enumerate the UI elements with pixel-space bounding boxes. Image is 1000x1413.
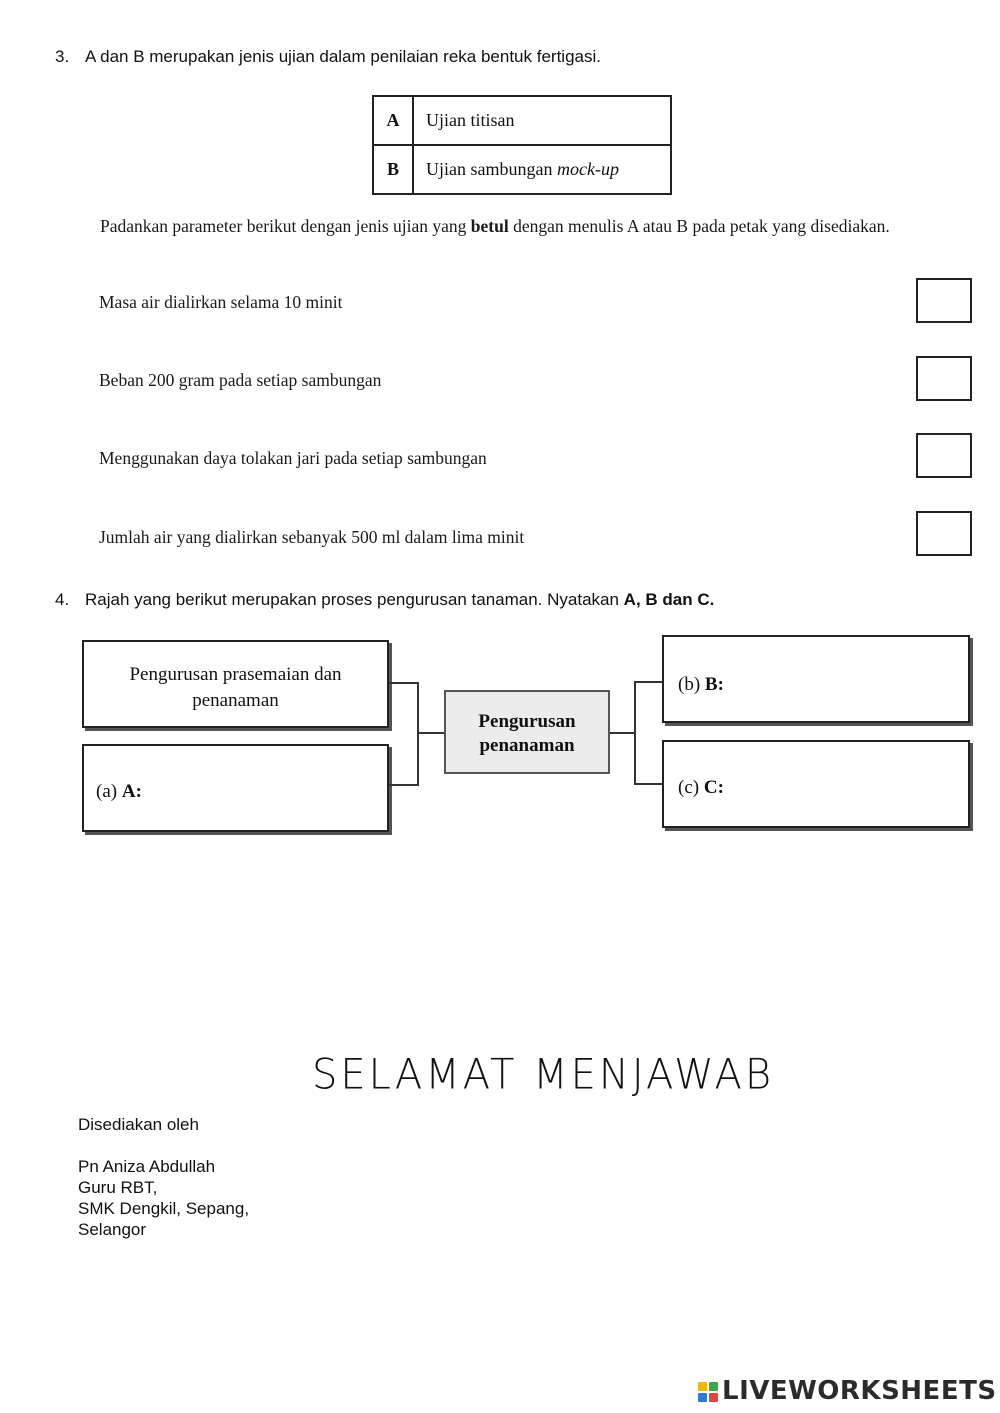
q3-number: 3. xyxy=(55,47,70,66)
q4-number: 4. xyxy=(55,590,70,609)
box-b-label: (b) xyxy=(678,674,701,695)
q4-question-bold: A, B dan C. xyxy=(623,590,715,609)
box-c xyxy=(662,740,970,828)
center-line-1: Pengurusan xyxy=(478,711,576,732)
test-type-key: B xyxy=(373,145,413,194)
q3-question-text: A dan B merupakan jenis ujian dalam penilaian reka bentuk fertigasi. xyxy=(85,47,601,66)
q4-question-text: Rajah yang berikut merupakan proses pengurusan tanaman. Nyatakan xyxy=(85,590,624,609)
box-seedling-management-text: Pengurusan prasemaian dan penanaman xyxy=(129,664,342,711)
answer-b-input[interactable] xyxy=(729,673,933,696)
parameter-4: Jumlah air yang dialirkan sebanyak 500 ml dalam lima minit xyxy=(99,527,525,547)
connector-line xyxy=(634,681,636,785)
center-line-2: penanaman xyxy=(479,735,575,756)
connector-line xyxy=(610,732,635,734)
parameter-2: Beban 200 gram pada setiap sambungan xyxy=(99,370,382,390)
box-crop-management xyxy=(444,690,610,774)
liveworksheets-mark-icon xyxy=(698,1382,718,1402)
connector-line xyxy=(389,784,418,786)
box-b xyxy=(662,635,970,723)
q3-instruction: Padankan parameter berikut dengan jenis ujian yang betul dengan menulis A atau B pada petak yang disediakan. xyxy=(100,216,890,236)
brand-name: LIVEWORKSHEETS xyxy=(722,1376,997,1406)
answer-a-input[interactable] xyxy=(147,780,351,803)
author-role: Guru RBT, xyxy=(78,1178,158,1197)
author-block xyxy=(78,1114,249,1240)
connector-line xyxy=(417,732,445,734)
test-type-label: Ujian sambungan mock-up xyxy=(413,145,671,194)
connector-line xyxy=(389,682,418,684)
connector-line xyxy=(634,783,663,785)
box-c-label: (c) xyxy=(678,777,700,798)
test-type-label: Ujian titisan xyxy=(413,96,671,145)
parameter-1: Masa air dialirkan selama 10 minit xyxy=(99,292,343,312)
liveworksheets-logo[interactable] xyxy=(698,1376,997,1406)
box-a-label: (a) xyxy=(96,781,118,802)
prepared-by: Disediakan oleh xyxy=(78,1115,199,1134)
box-a xyxy=(82,744,389,832)
author-state: Selangor xyxy=(78,1220,147,1239)
answer-c-input[interactable] xyxy=(729,776,933,799)
author-name: Pn Aniza Abdullah xyxy=(78,1157,216,1176)
connector-line xyxy=(417,682,419,786)
parameter-3: Menggunakan daya tolakan jari pada setiap sambungan xyxy=(99,448,487,468)
box-b-key: B: xyxy=(704,674,724,695)
author-school: SMK Dengkil, Sepang, xyxy=(78,1199,250,1218)
connector-line xyxy=(634,681,663,683)
box-seedling-management xyxy=(82,640,389,728)
closing-message: SELAMAT MENJAWAB xyxy=(312,1050,775,1100)
box-a-key: A: xyxy=(121,781,142,802)
box-c-key: C: xyxy=(703,777,724,798)
test-type-key: A xyxy=(373,96,413,145)
